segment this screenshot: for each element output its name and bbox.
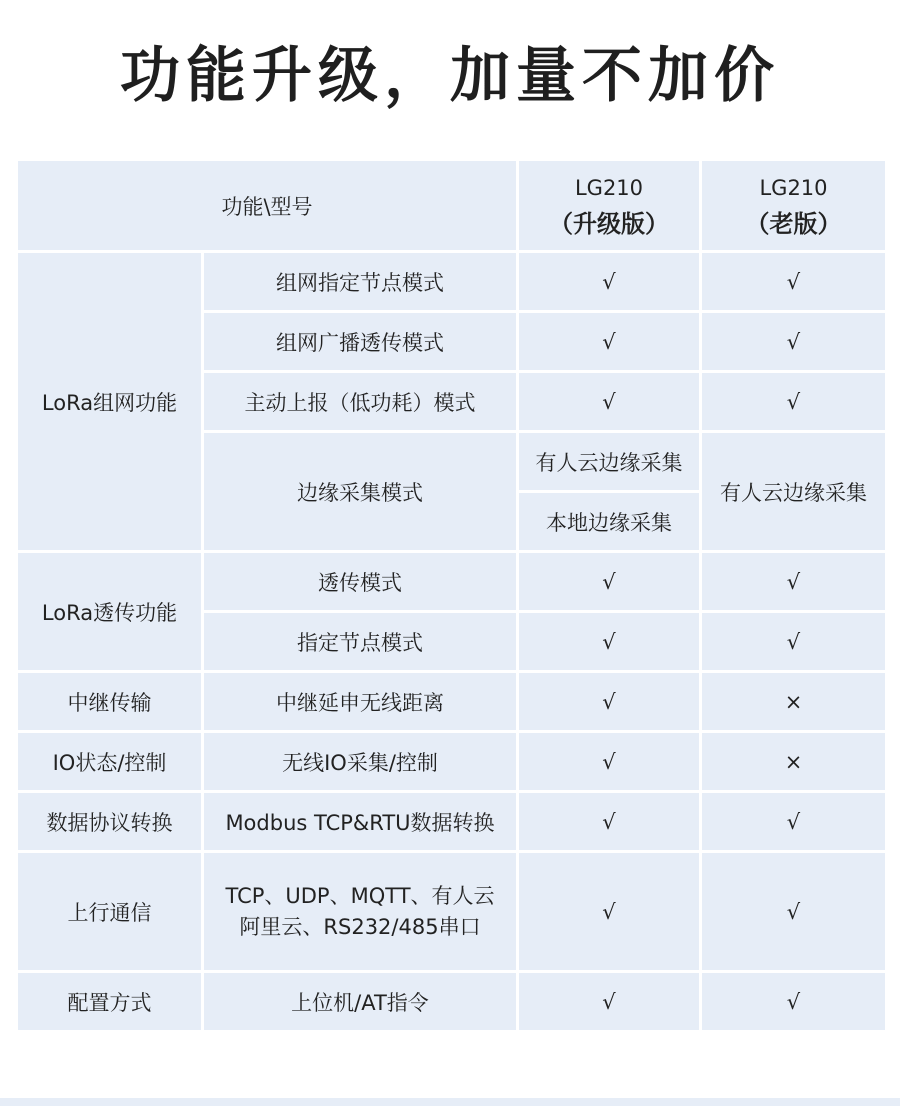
new-value-cell: √	[519, 793, 699, 850]
bottom-divider	[0, 1098, 900, 1106]
feature-cell-uplink	[204, 853, 516, 970]
old-value-cell: √	[702, 793, 885, 850]
old-value-cell: √	[702, 253, 885, 310]
new-value-cell: √	[519, 673, 699, 730]
new-value-cell: √	[519, 973, 699, 1030]
feature-cell: 主动上报（低功耗）模式	[204, 373, 516, 430]
group-io: IO状态/控制	[18, 733, 201, 790]
new-value-cell: √	[519, 733, 699, 790]
old-value-cell: √	[702, 973, 885, 1030]
feature-cell: 无线IO采集/控制	[204, 733, 516, 790]
table-row	[18, 253, 885, 310]
table-row	[18, 793, 885, 850]
page-title: 功能升级，加量不加价	[120, 41, 780, 111]
feature-cell: 透传模式	[204, 553, 516, 610]
group-protocol: 数据协议转换	[18, 793, 201, 850]
feature-cell: 组网指定节点模式	[204, 253, 516, 310]
comparison-table	[15, 158, 888, 1033]
feature-cell: 指定节点模式	[204, 613, 516, 670]
table-row	[18, 673, 885, 730]
header-old-sub: （老版）	[745, 209, 842, 238]
new-value-cell: √	[519, 853, 699, 970]
group-relay: 中继传输	[18, 673, 201, 730]
group-lora-transparent: LoRa透传功能	[18, 553, 201, 670]
old-value-cell: √	[702, 613, 885, 670]
header-new-sub: （升级版）	[549, 209, 669, 238]
new-value-cell: √	[519, 253, 699, 310]
table-row	[18, 853, 885, 970]
old-value-cell: √	[702, 553, 885, 610]
feature-cell: 组网广播透传模式	[204, 313, 516, 370]
new-value-edge-local: 本地边缘采集	[519, 493, 699, 550]
header-old-model: LG210	[759, 175, 828, 200]
header-row	[18, 161, 885, 250]
uplink-line-1: TCP、UDP、MQTT、有人云	[225, 883, 495, 908]
old-value-cell: ×	[702, 673, 885, 730]
uplink-line-2: 阿里云、RS232/485串口	[239, 914, 481, 939]
table-row	[18, 553, 885, 610]
header-old-version	[702, 161, 885, 250]
table-row	[18, 733, 885, 790]
old-value-cell: √	[702, 853, 885, 970]
new-value-cell: √	[519, 373, 699, 430]
table-row	[18, 973, 885, 1030]
header-new-version	[519, 161, 699, 250]
header-feature-model: 功能\型号	[18, 161, 516, 250]
group-config: 配置方式	[18, 973, 201, 1030]
new-value-edge-cloud: 有人云边缘采集	[519, 433, 699, 490]
feature-cell: 上位机/AT指令	[204, 973, 516, 1030]
old-value-cell: √	[702, 313, 885, 370]
new-value-cell: √	[519, 313, 699, 370]
feature-cell: Modbus TCP&RTU数据转换	[204, 793, 516, 850]
old-value-cell: ×	[702, 733, 885, 790]
new-value-cell: √	[519, 553, 699, 610]
new-value-cell: √	[519, 613, 699, 670]
feature-cell-edge: 边缘采集模式	[204, 433, 516, 550]
group-lora-network: LoRa组网功能	[18, 253, 201, 550]
header-new-model: LG210	[574, 175, 644, 200]
old-value-edge-cloud: 有人云边缘采集	[702, 433, 885, 550]
group-uplink: 上行通信	[18, 853, 201, 970]
old-value-cell: √	[702, 373, 885, 430]
feature-cell: 中继延申无线距离	[204, 673, 516, 730]
